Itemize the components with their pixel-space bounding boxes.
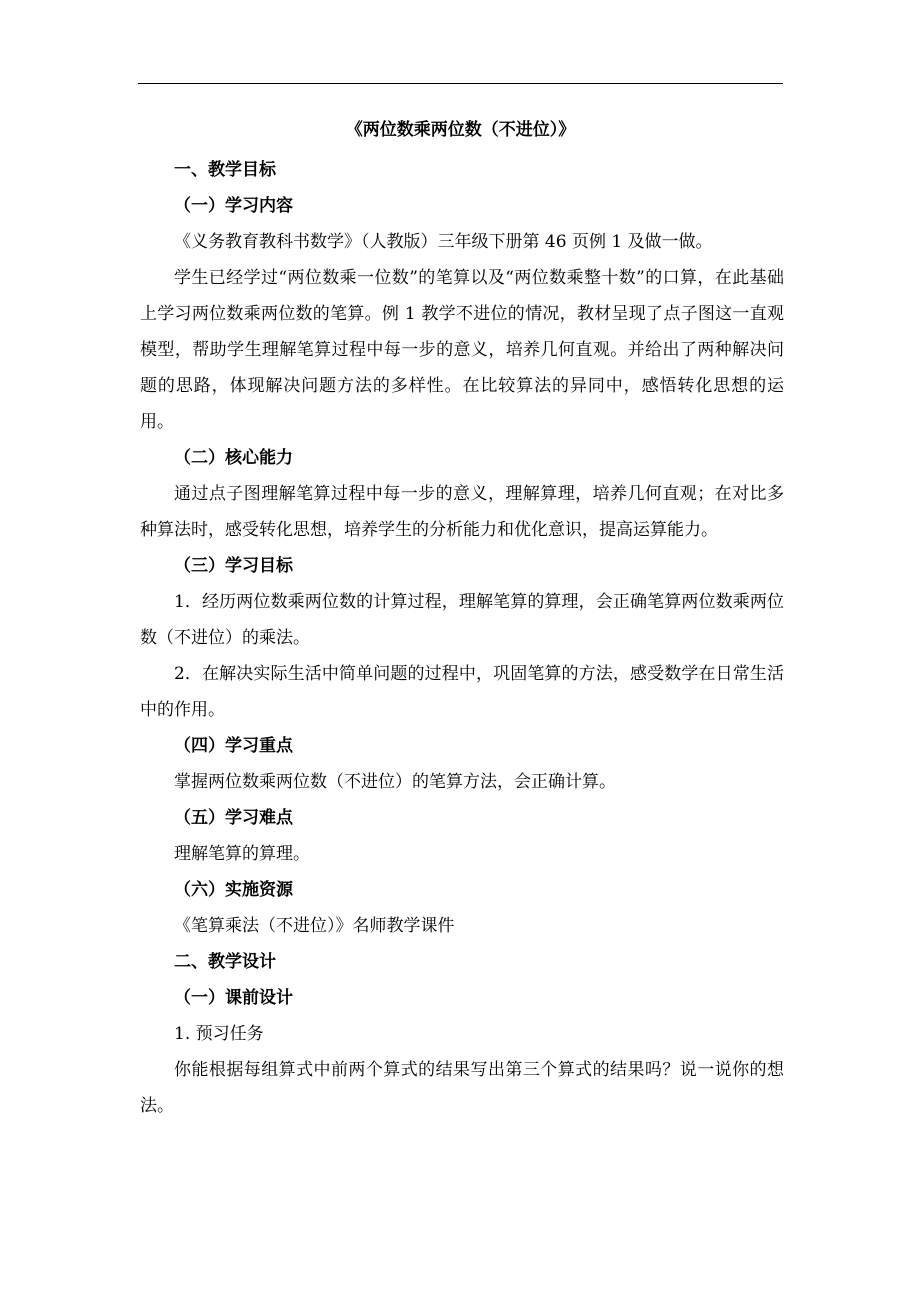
- learning-content-text: 《义务教育教科书数学》（人教版）三年级下册第 46 页例 1 及做一做。: [174, 232, 713, 252]
- subheading-core-ability: （二）核心能力: [174, 448, 293, 468]
- preview-task-label: 1. 预习任务: [174, 1024, 264, 1044]
- resources-text: 《笔算乘法（不进位）》名师教学课件: [174, 916, 455, 936]
- core-ability-paragraph: 通过点子图理解笔算过程中每一步的意义，理解算理，培养几何直观；在对比多种算法时，感受转化思想，培养学生的分析能力和优化意识，提高运算能力。: [140, 484, 784, 540]
- section-heading-teaching-design: 二、教学设计: [174, 952, 276, 972]
- key-points-text: 掌握两位数乘两位数（不进位）的笔算方法，会正确计算。: [174, 772, 616, 792]
- learning-content-paragraph: 学生已经学过“两位数乘一位数”的笔算以及“两位数乘整十数”的口算，在此基础上学习两位数乘两位数的笔算。例 1 教学不进位的情况，教材呈现了点子图这一直观模型，帮助学生理解笔算过程中每一步的意义，培养几何直观。并给出了两种解决问题的思路，体现解决问题方法的多样性。在比较算法的异同中，感悟转化思想的运用。: [140, 268, 784, 432]
- section-heading-teaching-goals: 一、教学目标: [174, 160, 276, 180]
- subheading-pre-class-design: （一）课前设计: [174, 988, 293, 1008]
- subheading-learning-goals: （三）学习目标: [174, 556, 293, 576]
- preview-task-paragraph: 你能根据每组算式中前两个算式的结果写出第三个算式的结果吗？说一说你的想法。: [140, 1060, 784, 1116]
- learning-goal-2: 2．在解决实际生活中简单问题的过程中，巩固笔算的方法，感受数学在日常生活中的作用。: [140, 664, 784, 720]
- subheading-difficulties: （五）学习难点: [174, 808, 293, 828]
- document-body: [140, 152, 784, 1124]
- difficulties-text: 理解笔算的算理。: [174, 844, 310, 864]
- page-title: 《两位数乘两位数（不进位）》: [345, 120, 576, 140]
- subheading-key-points: （四）学习重点: [174, 736, 293, 756]
- header-rule: [138, 83, 783, 84]
- subheading-resources: （六）实施资源: [174, 880, 293, 900]
- learning-goal-1: 1．经历两位数乘两位数的计算过程，理解笔算的算理，会正确笔算两位数乘两位数（不进位）的乘法。: [140, 592, 784, 648]
- subheading-learning-content: （一）学习内容: [174, 196, 293, 216]
